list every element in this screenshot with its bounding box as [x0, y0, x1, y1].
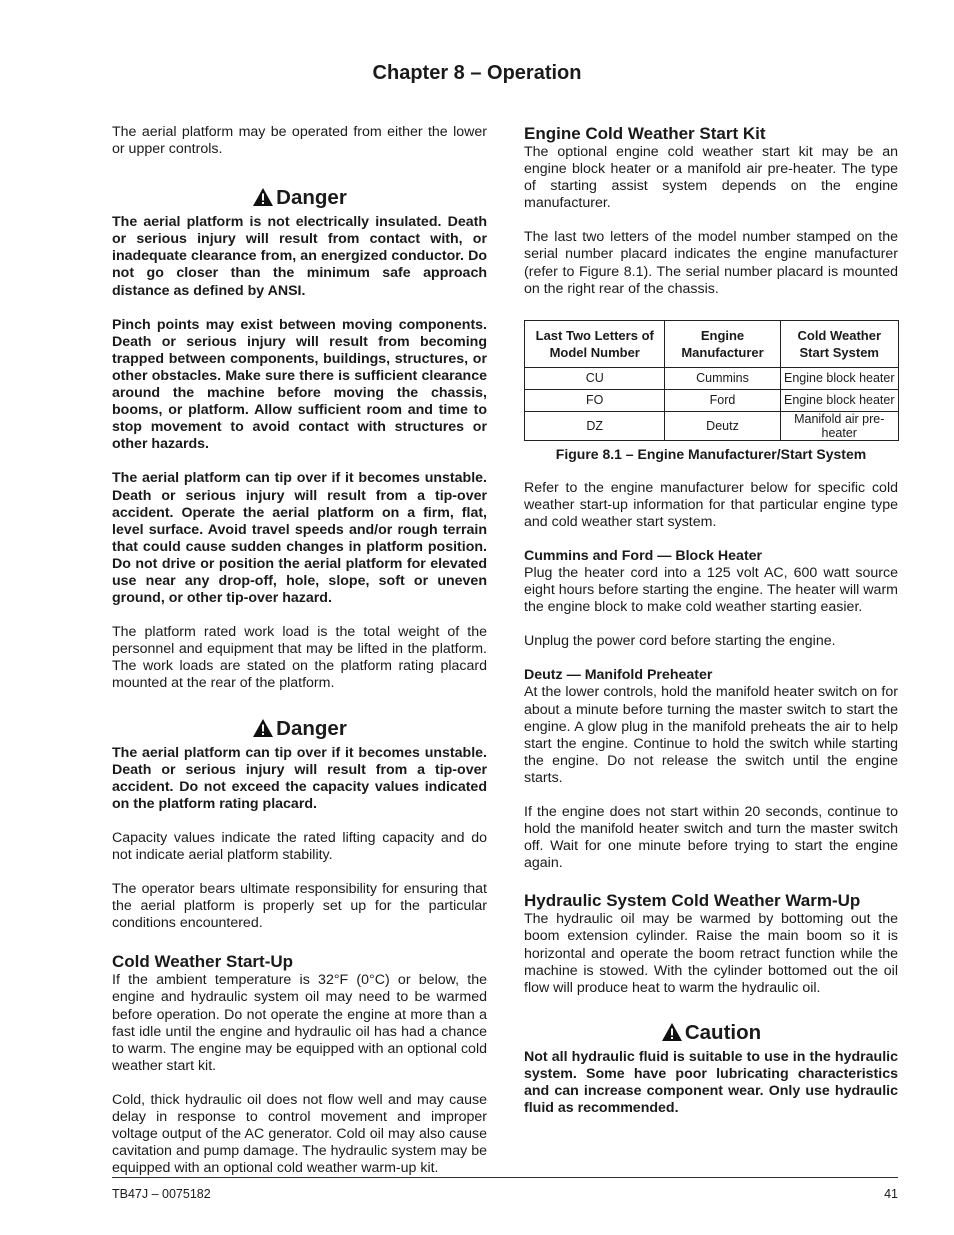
caution-heading: [524, 1020, 898, 1049]
table-cell: Deutz: [665, 411, 780, 440]
warning-triangle-icon: [252, 187, 274, 214]
block-heater-heading: Cummins and Ford — Block Heater: [524, 548, 763, 565]
table-cell: Manifold air pre-heater: [780, 411, 898, 440]
danger-heading-2: [112, 716, 487, 745]
block-heater-paragraph-1: Plug the heater cord into a 125 volt AC, 600 watt source eight hours before starting the engine. The heater will warm the engine block to make cold weather starting easier.: [524, 565, 898, 616]
table-row: [525, 411, 899, 440]
start-kit-paragraph-2: The last two letters of the model number stamped on the serial number placard indicates the engine manufacturer (refer to Figure 8.1). The serial number placard is mounted on the right rear of the chassis.: [524, 229, 898, 297]
danger-electrical-paragraph: The aerial platform is not electrically insulated. Death or serious injury will result from contact with, or inadequate clearance from, an energized conductor. Do not go closer than the minimum safe approach distance as defined by ANSI.: [112, 214, 487, 299]
block-heater-paragraph-2: Unplug the power cord before starting the engine.: [524, 633, 836, 650]
table-cell: Cummins: [665, 367, 780, 389]
hydraulic-warmup-paragraph: The hydraulic oil may be warmed by bottoming out the boom extension cylinder. Raise the main boom so it is horizontal and operate the boom retract function while the machine is stowed. With the cylinder bottomed out the oil flow will produce heat to warm the hydraulic oil.: [524, 911, 898, 996]
danger-heading: [112, 185, 487, 214]
danger-pinch-paragraph: Pinch points may exist between moving components. Death or serious injury will result from becoming trapped between components, buildings, structures, or other obstacles. Make sure there is sufficient clearance around the machine before moving the chassis, booms, or platform. Allow sufficient room and time to stop movement to avoid contact with structures or other hazards.: [112, 316, 487, 453]
table-cell: CU: [525, 367, 665, 389]
table-cell: Engine block heater: [780, 389, 898, 411]
left-column: [112, 124, 487, 1177]
manifold-preheater-paragraph-2: If the engine does not start within 20 seconds, continue to hold the manifold heater switch and turn the master switch off. Wait for one minute before trying to start the engine again.: [524, 803, 898, 872]
refer-paragraph: Refer to the engine manufacturer below for specific cold weather start-up information for that particular engine type and cold weather start system.: [524, 479, 898, 530]
table-cell: FO: [525, 389, 665, 411]
figure-caption: Figure 8.1 – Engine Manufacturer/Start System: [555, 445, 867, 462]
warning-triangle-icon: [252, 718, 274, 745]
danger-label: Danger: [276, 716, 347, 740]
capacity-paragraph: Capacity values indicate the rated lifting capacity and do not indicate aerial platform stability.: [112, 829, 487, 863]
manifold-preheater-heading: Deutz — Manifold Preheater: [524, 667, 713, 684]
table-header: Cold Weather Start System: [780, 320, 898, 367]
table-cell: DZ: [525, 411, 665, 440]
danger-tipover-paragraph: The aerial platform can tip over if it becomes unstable. Death or serious injury will result from a tip-over accident. Operate the aerial platform on a firm, flat, level surface. Avoid travel speeds and/or rough terrain that could cause sudden changes in platform position. Do not drive or position the aerial platform for elevated use near any drop-off, hole, slope, soft or uneven ground, or other tip-over hazard.: [112, 470, 487, 607]
warning-triangle-icon: [661, 1022, 683, 1049]
danger-capacity-paragraph: The aerial platform can tip over if it becomes unstable. Death or serious injury will result from a tip-over accident. Do not exceed the capacity values indicated on the platform rating placard.: [112, 744, 487, 812]
responsibility-paragraph: The operator bears ultimate responsibility for ensuring that the aerial platform is properly set up for the particular conditions encountered.: [112, 881, 487, 932]
chapter-title: Chapter 8 – Operation: [372, 62, 582, 84]
manifold-preheater-paragraph-1: At the lower controls, hold the manifold heater switch on for about a minute before turning the master switch to start the engine. A glow plug in the manifold preheats the air to help start the engine. Continue to hold the switch while starting the engine. Do not release the switch until the engine starts.: [524, 684, 898, 786]
intro-paragraph: The aerial platform may be operated from either the lower or upper controls.: [112, 124, 487, 158]
hydraulic-warmup-heading: Hydraulic System Cold Weather Warm-Up: [524, 891, 861, 911]
table-row: [525, 389, 899, 411]
right-column: [524, 124, 898, 1117]
table-cell: Ford: [665, 389, 780, 411]
footer-divider: [112, 1177, 898, 1178]
document-id: TB47J – 0075182: [112, 1187, 211, 1201]
table-header: Engine Manufacturer: [665, 320, 780, 367]
cold-weather-paragraph-2: Cold, thick hydraulic oil does not flow well and may cause delay in response to control movement and improper voltage output of the AC generator. Cold oil may also cause cavitation and pump damage. The hydraulic system may be equipped with an optional cold weather warm-up kit.: [112, 1091, 487, 1177]
rated-load-paragraph: The platform rated work load is the total weight of the personnel and equipment that may be lifted in the platform. The work loads are stated on the platform rating placard mounted at the rear of the platform.: [112, 624, 487, 692]
cold-weather-paragraph-1: If the ambient temperature is 32°F (0°C) or below, the engine and hydraulic system oil may need to be warmed before operation. Do not operate the engine at more than a fast idle until the engine and hydraulic oil has had a chance to warm. The engine may be equipped with an optional cold weather start kit.: [112, 972, 487, 1074]
caution-label: Caution: [684, 1020, 762, 1044]
engine-start-table: [524, 320, 899, 441]
start-kit-heading: Engine Cold Weather Start Kit: [524, 124, 766, 143]
table-header: Last Two Letters of Model Number: [525, 320, 665, 367]
cold-weather-heading: Cold Weather Start-Up: [112, 952, 294, 972]
danger-label: Danger: [276, 186, 347, 210]
page-number: 41: [884, 1187, 898, 1201]
start-kit-paragraph-1: The optional engine cold weather start kit may be an engine block heater or a manifold air pre-heater. The type of starting assist system depends on the engine manufacturer.: [524, 144, 898, 212]
table-header-row: [525, 320, 899, 367]
table-cell: Engine block heater: [780, 367, 898, 389]
caution-paragraph: Not all hydraulic fluid is suitable to use in the hydraulic system. Some have poor lubricating characteristics and can increase component wear. Only use hydraulic fluid as recommended.: [524, 1048, 898, 1117]
table-row: [525, 367, 899, 389]
